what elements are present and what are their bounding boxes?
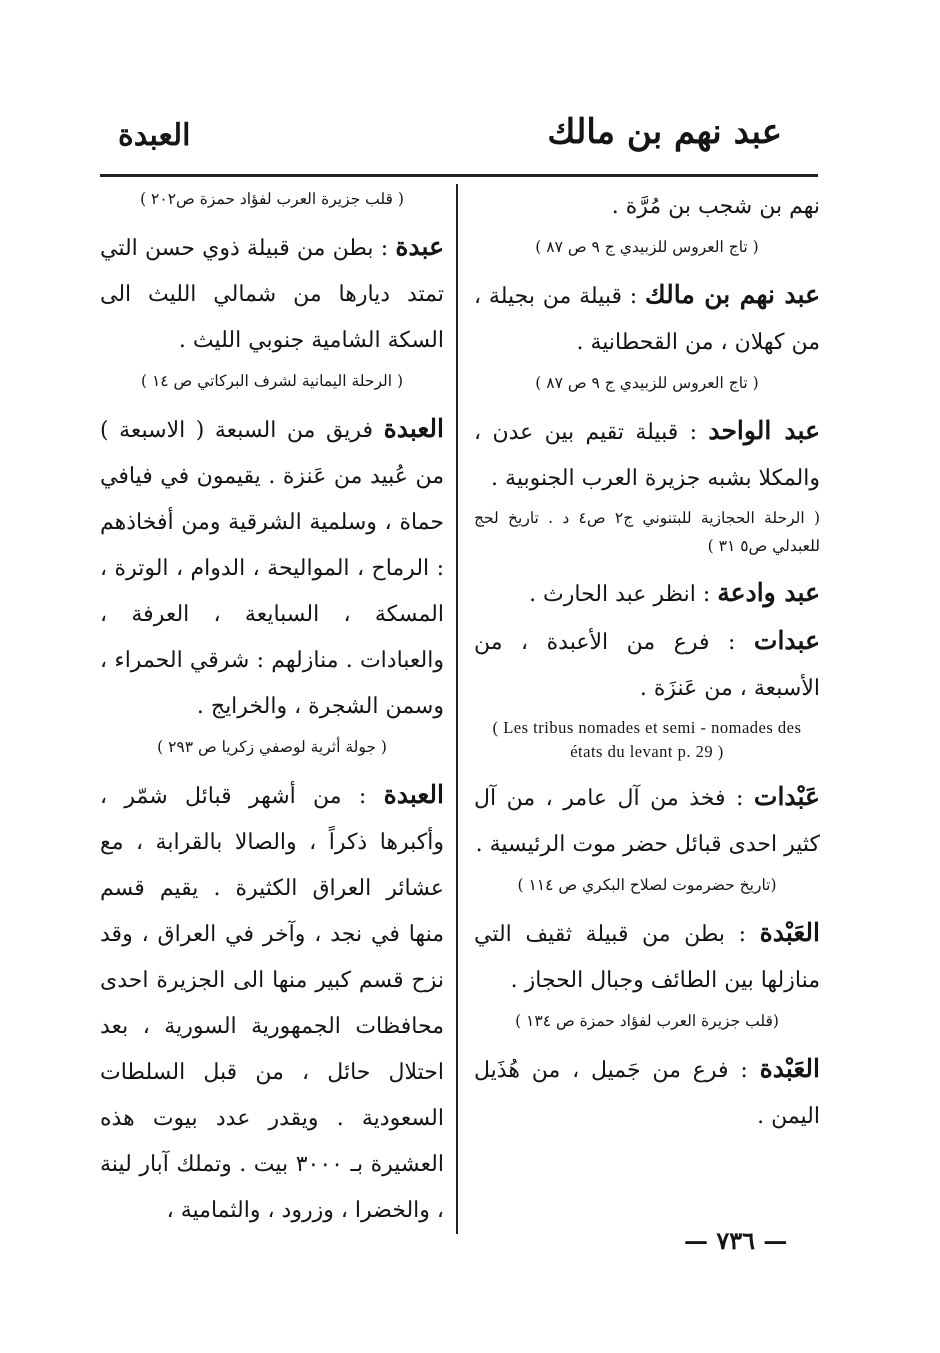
header-left-title: العبدة bbox=[118, 118, 191, 153]
entry-alabda-jamil bbox=[474, 1046, 820, 1140]
citation: (تاريخ حضرموت لصلاح البكري ص ١١٤ ) bbox=[517, 876, 777, 894]
header-rule bbox=[100, 174, 818, 177]
left-column bbox=[100, 184, 444, 1234]
entry-text: فريق من السبعة ( الاسبعة ) من عُبيد من عَنزة . يقيمون في فيافي حماة ، وسلمية الشرقية ومن أفخاذهم : الرماح ، المواليحة ، الدوام ، الوترة ، المسكة ، السبايعة ، العرفة ، والعبادات . منازلهم : شرقي الحمراء ، وسمن الشجرة ، والخرايج . bbox=[100, 418, 444, 719]
entry-term: العبدة bbox=[383, 780, 444, 809]
entry-term: عبد الواحد bbox=[708, 416, 820, 445]
citation: ( تاج العروس للزبيدي ج ٩ ص ٨٧ ) bbox=[535, 238, 759, 256]
entry-term: العَبْدة bbox=[759, 918, 820, 947]
entry-text: : انظر عبد الحارث . bbox=[529, 582, 711, 607]
entry-term: عبد نهم بن مالك bbox=[645, 280, 821, 309]
citation: ( الرحلة الحجازية للبتنوني ج٢ ص٤ د . تاريخ لحج للعبدلي ص٥ ٣١ ) bbox=[474, 509, 820, 555]
citation: (قلب جزيرة العرب لفؤاد حمزة ص ١٣٤ ) bbox=[515, 1012, 779, 1030]
entry-abdat-2 bbox=[474, 774, 820, 868]
entry-text: : من أشهر قبائل شمّر ، وأكبرها ذكراً ، والصالا بالقرابة ، مع عشائر العراق الكثيرة . يقيم قسم منها في نجد ، وآخر في العراق ، وقد نزح قسم كبير منها الى الجزيرة احدى محافظات الجمهورية السورية ، بعد احتلال حائل ، من قبل السلطات السعودية . ويقدر عدد بيوت هذه العشيرة بـ ٣٠٠٠ بيت . وتملك آبار لينة ، والخضرا ، وزرود ، والثمامية ، bbox=[100, 784, 445, 1223]
entry-term: عبد وادعة bbox=[717, 578, 820, 607]
entry-text: نهم بن شجب بن مُرَّة . bbox=[611, 194, 820, 219]
entry-alabda-thaqif bbox=[474, 910, 820, 1004]
entry-term: العبدة bbox=[383, 414, 444, 443]
entry-alabda-shammar bbox=[100, 772, 444, 1234]
citation: ( جولة أثرية لوصفي زكريا ص ٢٩٣ ) bbox=[157, 738, 387, 756]
entry-text: : بطن من قبيلة ثقيف التي منازلها بين الطائف وجبال الحجاز . bbox=[474, 922, 820, 993]
entry-abd-wadia bbox=[474, 570, 820, 618]
entry-text: : فرع من جَميل ، من هُذَيل اليمن . bbox=[474, 1058, 820, 1129]
entry-abda-dhawi-hasan bbox=[100, 224, 444, 364]
entry-continuation bbox=[474, 184, 820, 230]
entry-text: : فخذ من آل عامر ، من آل كثير احدى قبائل حضر موت الرئيسية . bbox=[474, 786, 820, 857]
entry-text: : قبيلة تقيم بين عدن ، والمكلا بشبه جزيرة العرب الجنوبية . bbox=[474, 420, 820, 491]
header-right-title: عبد نهم بن مالك bbox=[547, 112, 782, 152]
entry-abd-alwahid bbox=[474, 408, 820, 502]
entry-text: : قبيلة من بجيلة ، من كهلان ، من القحطانية . bbox=[474, 284, 820, 355]
entry-term: عبدة bbox=[395, 232, 444, 261]
entry-term: عَبْدات bbox=[753, 782, 820, 811]
entry-alabda-sabaa bbox=[100, 406, 444, 730]
entry-term: العَبْدة bbox=[759, 1054, 820, 1083]
entry-abdat-1 bbox=[474, 618, 820, 712]
entry-text: : بطن من قبيلة ذوي حسن التي تمتد ديارها من شمالي الليث الى السكة الشامية جنوبي الليث . bbox=[100, 236, 444, 353]
right-column bbox=[474, 184, 820, 1140]
citation: ( تاج العروس للزبيدي ج ٩ ص ٨٧ ) bbox=[535, 374, 759, 392]
page-number: — ٧٣٦ — bbox=[684, 1226, 788, 1255]
entry-text: : فرع من الأعبدة ، من الأسبعة ، من عَنزَة . bbox=[474, 630, 820, 701]
column-divider bbox=[456, 184, 458, 1234]
entry-abd-nahm bbox=[474, 272, 820, 366]
citation: ( الرحلة اليمانية لشرف البركاتي ص ١٤ ) bbox=[140, 372, 404, 390]
citation-french: ( Les tribus nomades et semi - nomades des états du levant p. 29 ) bbox=[492, 718, 802, 761]
citation: ( قلب جزيرة العرب لفؤاد حمزة ص٢٠٢ ) bbox=[140, 190, 404, 208]
entry-term: عبدات bbox=[753, 626, 820, 655]
